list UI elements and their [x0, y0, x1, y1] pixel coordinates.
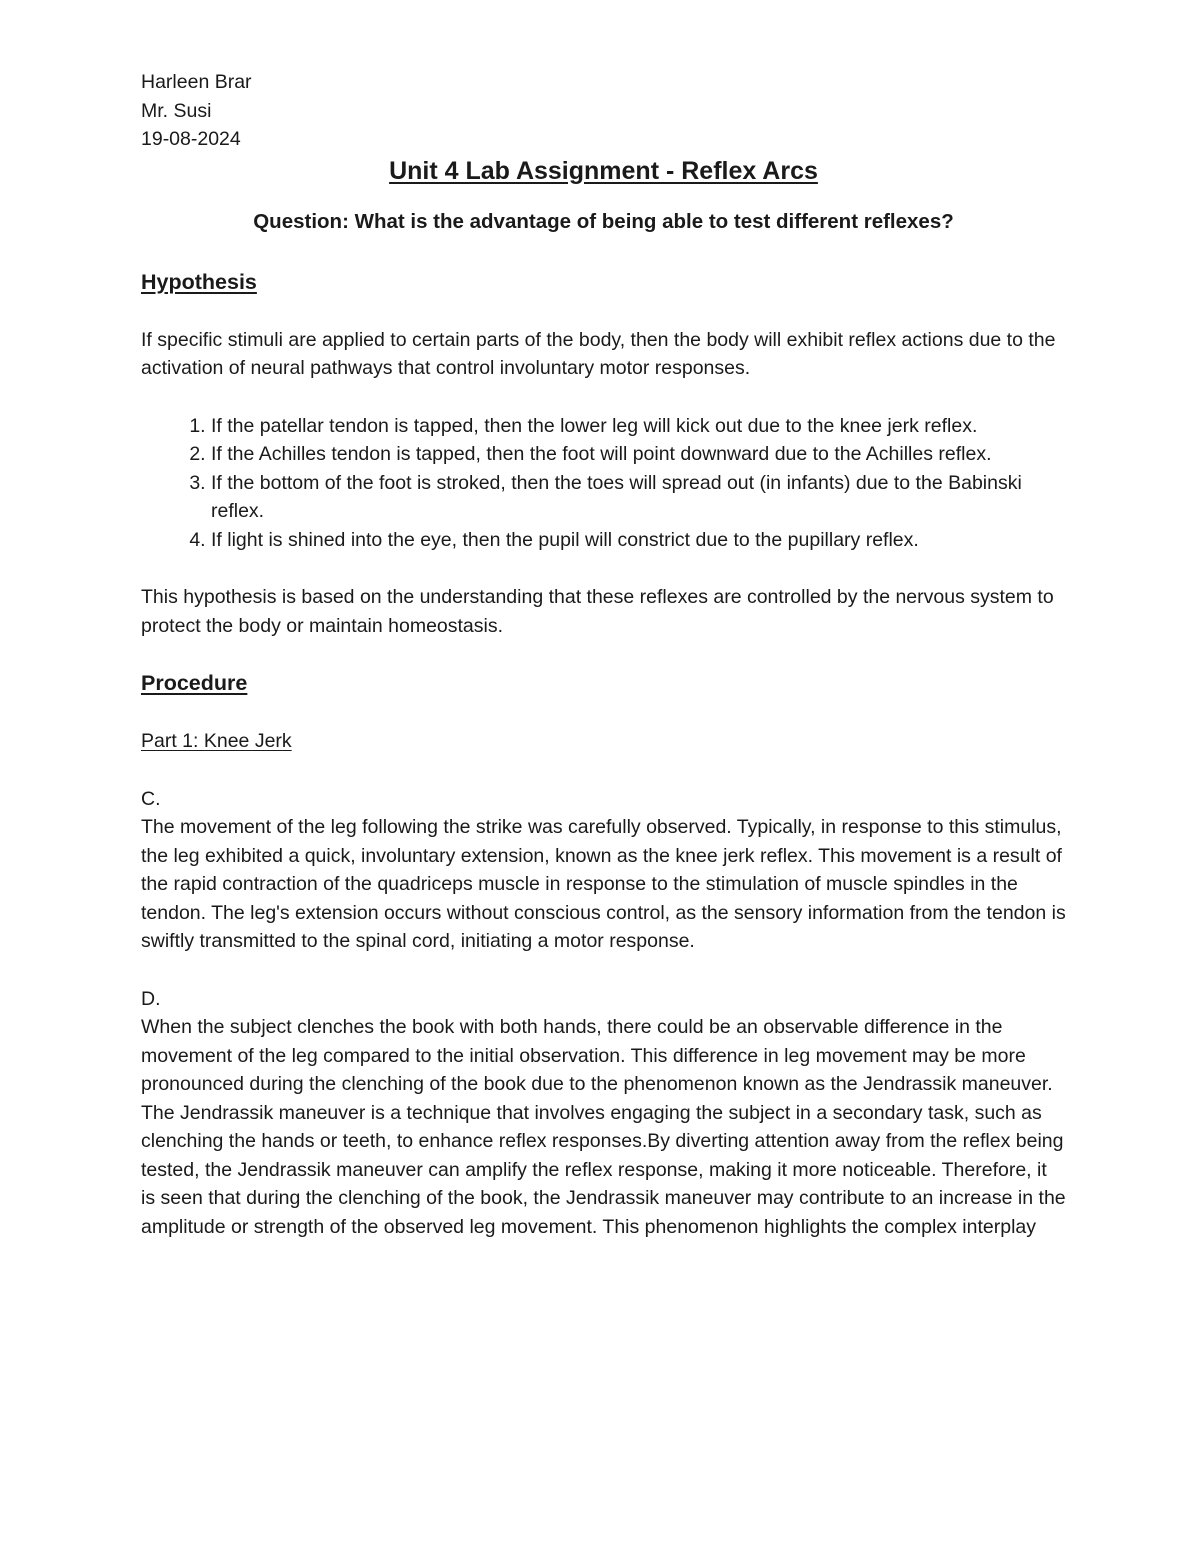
document-title: Unit 4 Lab Assignment - Reflex Arcs: [389, 156, 818, 185]
hypothesis-conclusion: This hypothesis is based on the understanding that these reflexes are controlled by the nervous system to protect the body or maintain homeostasis.: [141, 586, 1054, 637]
research-question: Question: What is the advantage of being able to test different reflexes?: [253, 209, 954, 233]
section-c-text: The movement of the leg following the strike was carefully observed. Typically, in response to this stimulus, the leg exhibited a quick, involuntary extension, known as the knee jerk reflex. This movement is a result of the rapid contraction of the quadriceps muscle in response to the stimulation of muscle spindles in the tendon. The leg's extension occurs without conscious control, as the sensory information from the tendon is swiftly transmitted to the spinal cord, initiating a motor response.: [141, 816, 1066, 952]
teacher-name: Mr. Susi: [141, 99, 212, 122]
hypothesis-intro: If specific stimuli are applied to certain parts of the body, then the body will exhibit reflex actions due to the activation of neural pathways that control involuntary motor responses.: [141, 328, 1056, 379]
section-c-label: C.: [141, 787, 161, 810]
hypothesis-item: 1. If the patellar tendon is tapped, then the lower leg will kick out due to the knee jerk reflex.: [211, 412, 1066, 441]
section-d-label: D.: [141, 987, 161, 1010]
hypothesis-list: [141, 412, 1066, 555]
hypothesis-item: 4. If light is shined into the eye, then the pupil will constrict due to the pupillary reflex.: [211, 526, 1066, 555]
hypothesis-heading: Hypothesis: [141, 269, 257, 294]
author-name: Harleen Brar: [141, 71, 252, 93]
section-d-text: When the subject clenches the book with both hands, there could be an observable difference in the movement of the leg compared to the initial observation. This difference in leg movement may be more pronounced during the clenching of the book due to the phenomenon known as the Jendrassik maneuver. The Jendrassik maneuver is a technique that involves engaging the subject in a secondary task, such as clenching the hands or teeth, to enhance reflex responses.By diverting attention away from the reflex being tested, the Jendrassik maneuver can amplify the reflex response, making it more noticeable. Therefore, it is seen that during the clenching of the book, the Jendrassik maneuver may contribute to an increase in the amplitude or strength of the observed leg movement. This phenomenon highlights the complex interplay: [141, 1016, 1066, 1238]
document-page: [141, 68, 1066, 1270]
document-date: 19-08-2024: [141, 128, 241, 150]
hypothesis-item: 3. If the bottom of the foot is stroked, then the toes will spread out (in infants) due to the Babinski reflex.: [211, 469, 1066, 526]
procedure-heading: Procedure: [141, 671, 248, 695]
hypothesis-item: 2. If the Achilles tendon is tapped, then the foot will point downward due to the Achilles reflex.: [211, 440, 1066, 469]
part1-heading: Part 1: Knee Jerk: [141, 730, 292, 752]
